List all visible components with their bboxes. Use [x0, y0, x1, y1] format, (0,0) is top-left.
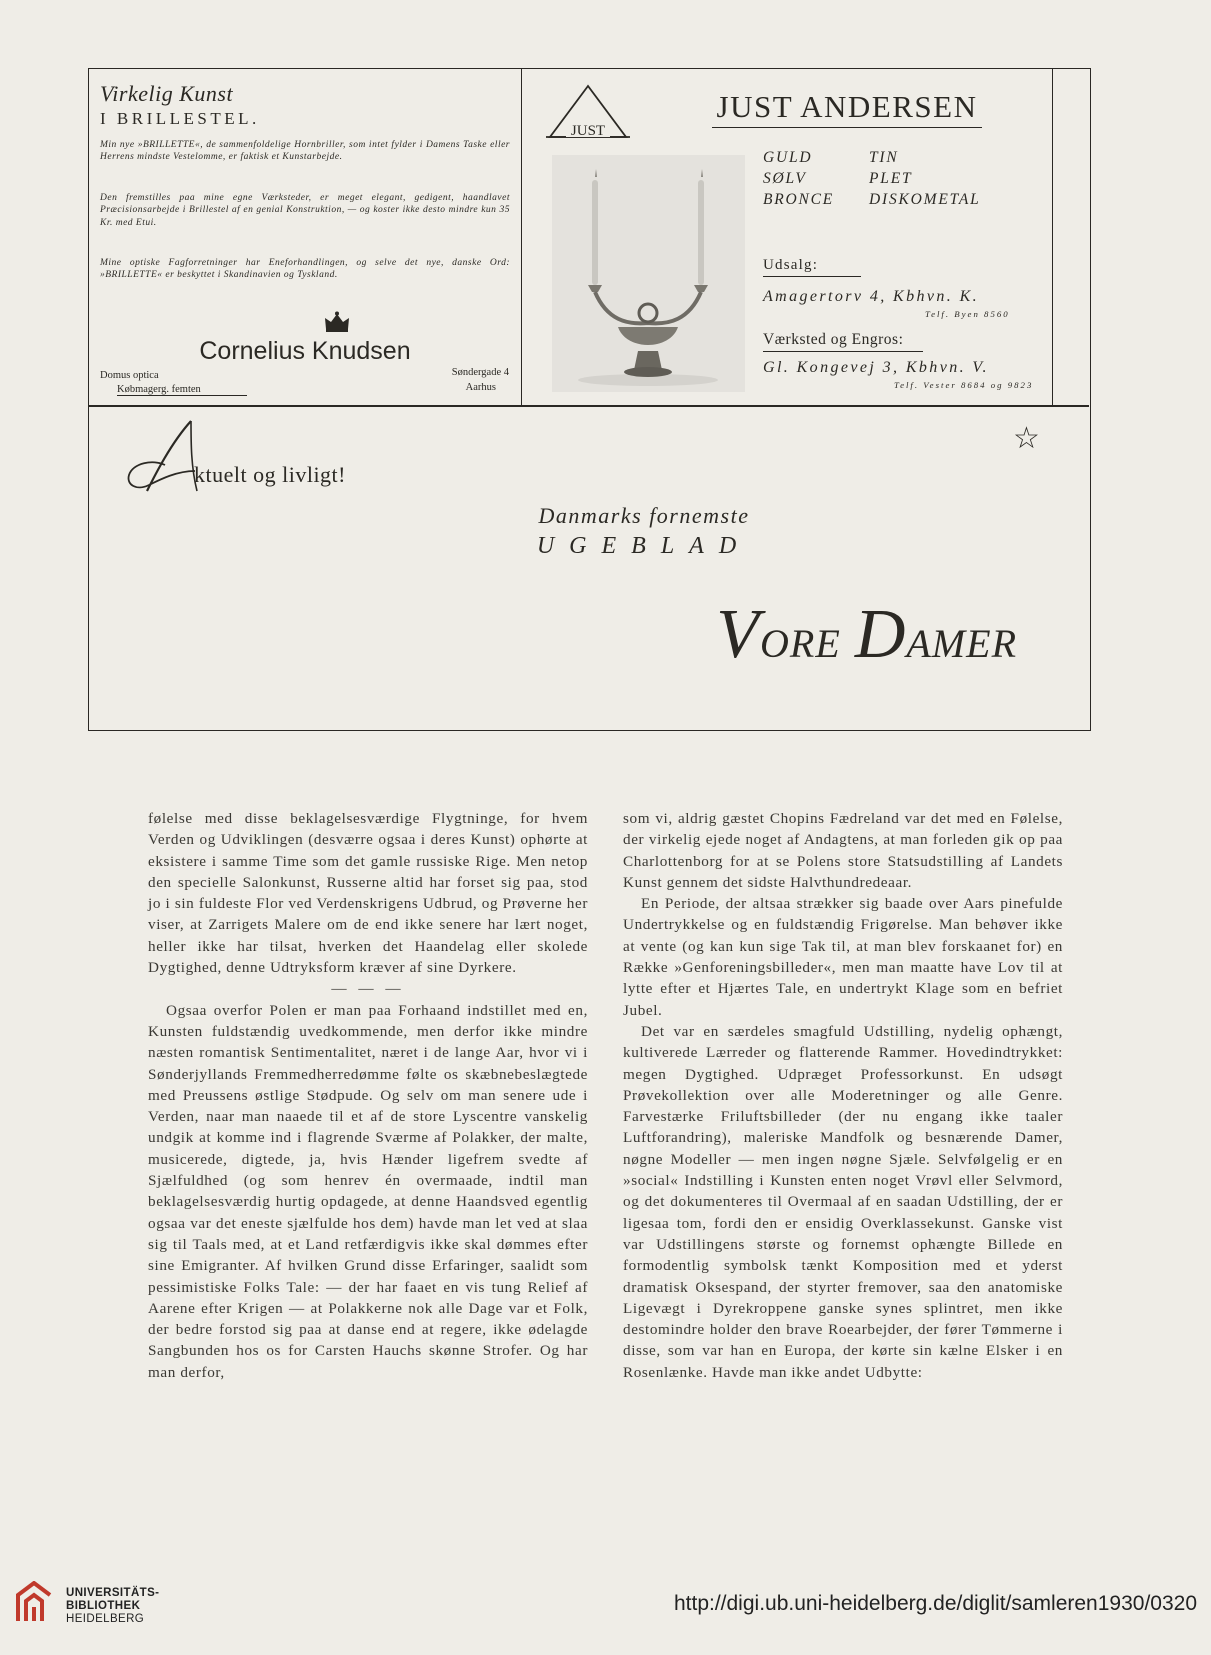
crown-icon	[323, 311, 351, 333]
ad-subheading: I BRILLESTEL.	[100, 109, 260, 128]
university-library-logo-icon	[14, 1581, 54, 1623]
vaerksted-label: Værksted og Engros:	[763, 331, 923, 352]
advertisement-frame	[88, 68, 1091, 731]
paragraph: Ogsaa overfor Polen er man paa Forhaand indstillet med en, Kunsten fuldstændig uvedkommende, men derfor ikke mindre næsten romantisk Sentimentalitet, næret i de lange Aar, hvor vi i Sønderjyllands Fremmedherredømme følte os skæbnebeslægtede med Preussens østlige Stødpude. Og selv om man senere ude i Verden, naar man naaede til et af de store Lyscentre vanskelig undgik at komme ind i flagrende Sværme af Polakker, der malte, musicerede, digtede, ja, hvis Hænder ligefrem svedte af Sjælfuldhed (og som henrev én overmaade, indtil man beklagelsesværdig hurtig opdagede, at denne Haandsved egentlig ogsaa var det eneste sjælfulde hos dem) havde man let ved at slaa sig til Taals med, at et Land retfærdigvis ikke skal dømmes efter sine Emigranter. Af hvilken Grund disse Erfaringer, saalidt som pessimistiske Folks Tale: — der har faaet en vis tung Relief af Aarene efter Krigen — at Polakkerne nok alle Dage var et Folk, der bedre forstod sig paa at danse end at regere, ikke ødelagde Sangbunden hos os for Carsten Hauchs skønne Strofer. Og har man derfor,	[148, 1001, 588, 1381]
udsalg-label: Udsalg:	[763, 257, 861, 277]
section-divider: — — —	[331, 980, 405, 998]
paragraph: En Periode, der altsaa strækker sig baade over Aars pinefulde Undertrykkelse og en fuldstændig Frigørelse. Man behøver ikke at vente (og kan kun sige Tak til, at man blev forskaanet for) en Række »Genforeningsbilleder«, men man maatte have Lov til at lytte efter et Hjærtes Tale, en undertrykt Klage som en befriet Jubel.	[623, 895, 1063, 1019]
library-name-line: BIBLIOTHEK	[66, 1600, 141, 1612]
ad-vore-damer	[89, 407, 1089, 729]
article-column-left	[148, 808, 588, 1383]
candelabra-photo	[552, 155, 745, 392]
ad-just-andersen	[522, 69, 1052, 405]
udsalg-address: Amagertorv 4, Kbhvn. K.	[763, 288, 980, 305]
ad-cornelius-knudsen	[89, 69, 521, 405]
address-line: Aarhus	[465, 382, 496, 393]
source-url-link[interactable]: http://digi.ub.uni-heidelberg.de/diglit/samleren1930/0320	[673, 1592, 1197, 1615]
paragraph: følelse med disse beklagelsesværdige Flygtninge, for hvem Verden og Udviklingen (desværre ogsaa i deres Kunst) ophørte at eksistere i samme Time som det gamle russiske Rige. Men netop den specielle Salonkunst, Russerne altid har forset sig paa, stod jo i sin fuldeste Flor ved Verdenskrigens Udbrud, og Prøverne her viser, at Zarrigets Malere om de end ikke senere har lært noget, heller ikke har tilsat, hverken det Haandelag eller skolede Dygtighed, denne Udtryksform kræver af sine Dyrkere.	[148, 810, 588, 977]
tagline: Danmarks fornemste	[538, 503, 750, 528]
brand-name: JUST ANDERSEN	[712, 89, 982, 128]
slogan: ktuelt og livligt!	[194, 462, 346, 487]
address-line: Købmagerg. femten	[117, 384, 247, 396]
star-icon: ☆	[1013, 422, 1040, 455]
ad-heading: Virkelig Kunst	[100, 81, 234, 106]
udsalg-phone: Telf. Byen 8560	[925, 309, 1010, 319]
material-item: DISKOMETAL	[869, 191, 981, 208]
library-name-line: HEIDELBERG	[66, 1613, 145, 1625]
initial-letter: A	[181, 489, 184, 494]
logo-text: JUST	[570, 123, 606, 139]
tagline-ugeblad: UGEBLAD	[536, 533, 752, 559]
magazine-title	[716, 595, 1017, 675]
paragraph: som vi, aldrig gæstet Chopins Fædreland var det med en Følelse, der virkelig ejede noget af Andagtens, at man forleden gik op paa Charlottenborg for at se Polens store Statsudstilling af Landets Kunst gennem det sidste Halvthundredeaar.	[623, 810, 1063, 891]
vaerksted-address: Gl. Kongevej 3, Kbhvn. V.	[763, 359, 989, 376]
article-column-right	[623, 808, 1063, 1383]
ad-paragraph: Den fremstilles paa mine egne Værksteder, er meget elegant, gedigent, haandlavet Præcisionsarbejde i Brillestel af en genial Konstruktion, — og koster ikke desto mindre kun 35 Kr. med Etui.	[100, 193, 510, 228]
title-rest: AMER	[906, 621, 1017, 666]
paragraph: Det var en særdeles smagfuld Udstilling, nydelig ophængt, kultiverede Lærreder og flatterende Rammer. Hovedindtrykket: megen Dygtighed. Udpræget Professorkunst. En udsøgt Prøvekollektion over alle Moderetninger og alle Genre. Farvestærke Friluftsbilleder (der nu engang ikke taaler Luftforandring), maleriske Mandfolk og besnærende Damer, nøgne Modeller — men ingen nøgne Sjæle. Selvfølgelig er en »social« Indstilling i Kunsten enten noget Vrøvl eller Selvmord, og det dokumenteres til Overmaal af en saadan Udstilling, der er ligesaa tom, fordi den er ensidig Overklassekunst. Ganske vist var Udstillingens største og fornemst ophængte Billede en formodentlig symbolsk tænkt Komposition med et yderst dramatisk Oksespand, der styrter fremover, saa den anatomiske Ligevægt i Dyrekroppene ganske synes splintret, men ikke destomindre holder den brave Roearbejder, der fører Tømmerne i disse, som var han en Europa, der kørte sin kælne Elsker i en Rosenlænke. Havde man ikke andet Udbytte:	[623, 1022, 1063, 1381]
library-name-line: UNIVERSITÄTS-	[66, 1587, 160, 1599]
ad-signature: Cornelius Knudsen	[199, 337, 411, 365]
material-item: TIN	[869, 149, 899, 166]
material-item: BRONCE	[763, 191, 835, 208]
ad-paragraph: Min nye »BRILLETTE«, de sammenfoldelige Hornbriller, som intet fylder i Damens Taske eller Herrens mindste Vestelomme, er faktisk et Kunstarbejde.	[100, 140, 510, 163]
title-cap: V	[716, 596, 761, 673]
vaerksted-phone: Telf. Vester 8684 og 9823	[894, 380, 1034, 390]
divider	[1052, 69, 1053, 405]
address-line: Domus optica	[100, 370, 159, 381]
address-line: Søndergade 4	[451, 367, 509, 378]
material-item: SØLV	[763, 170, 807, 187]
title-cap: D	[854, 596, 907, 673]
title-rest: ORE	[760, 621, 841, 666]
decorative-initial-a	[125, 419, 201, 495]
ad-paragraph: Mine optiske Fagforretninger har Eneforhandlingen, og selve det nye, danske Ord: »BRILLETTE« er beskyttet i Skandinavien og Tyskland.	[100, 258, 510, 281]
library-name	[66, 1587, 159, 1626]
just-logo-icon	[542, 83, 634, 141]
material-item: PLET	[869, 170, 913, 187]
material-item: GULD	[763, 149, 813, 166]
